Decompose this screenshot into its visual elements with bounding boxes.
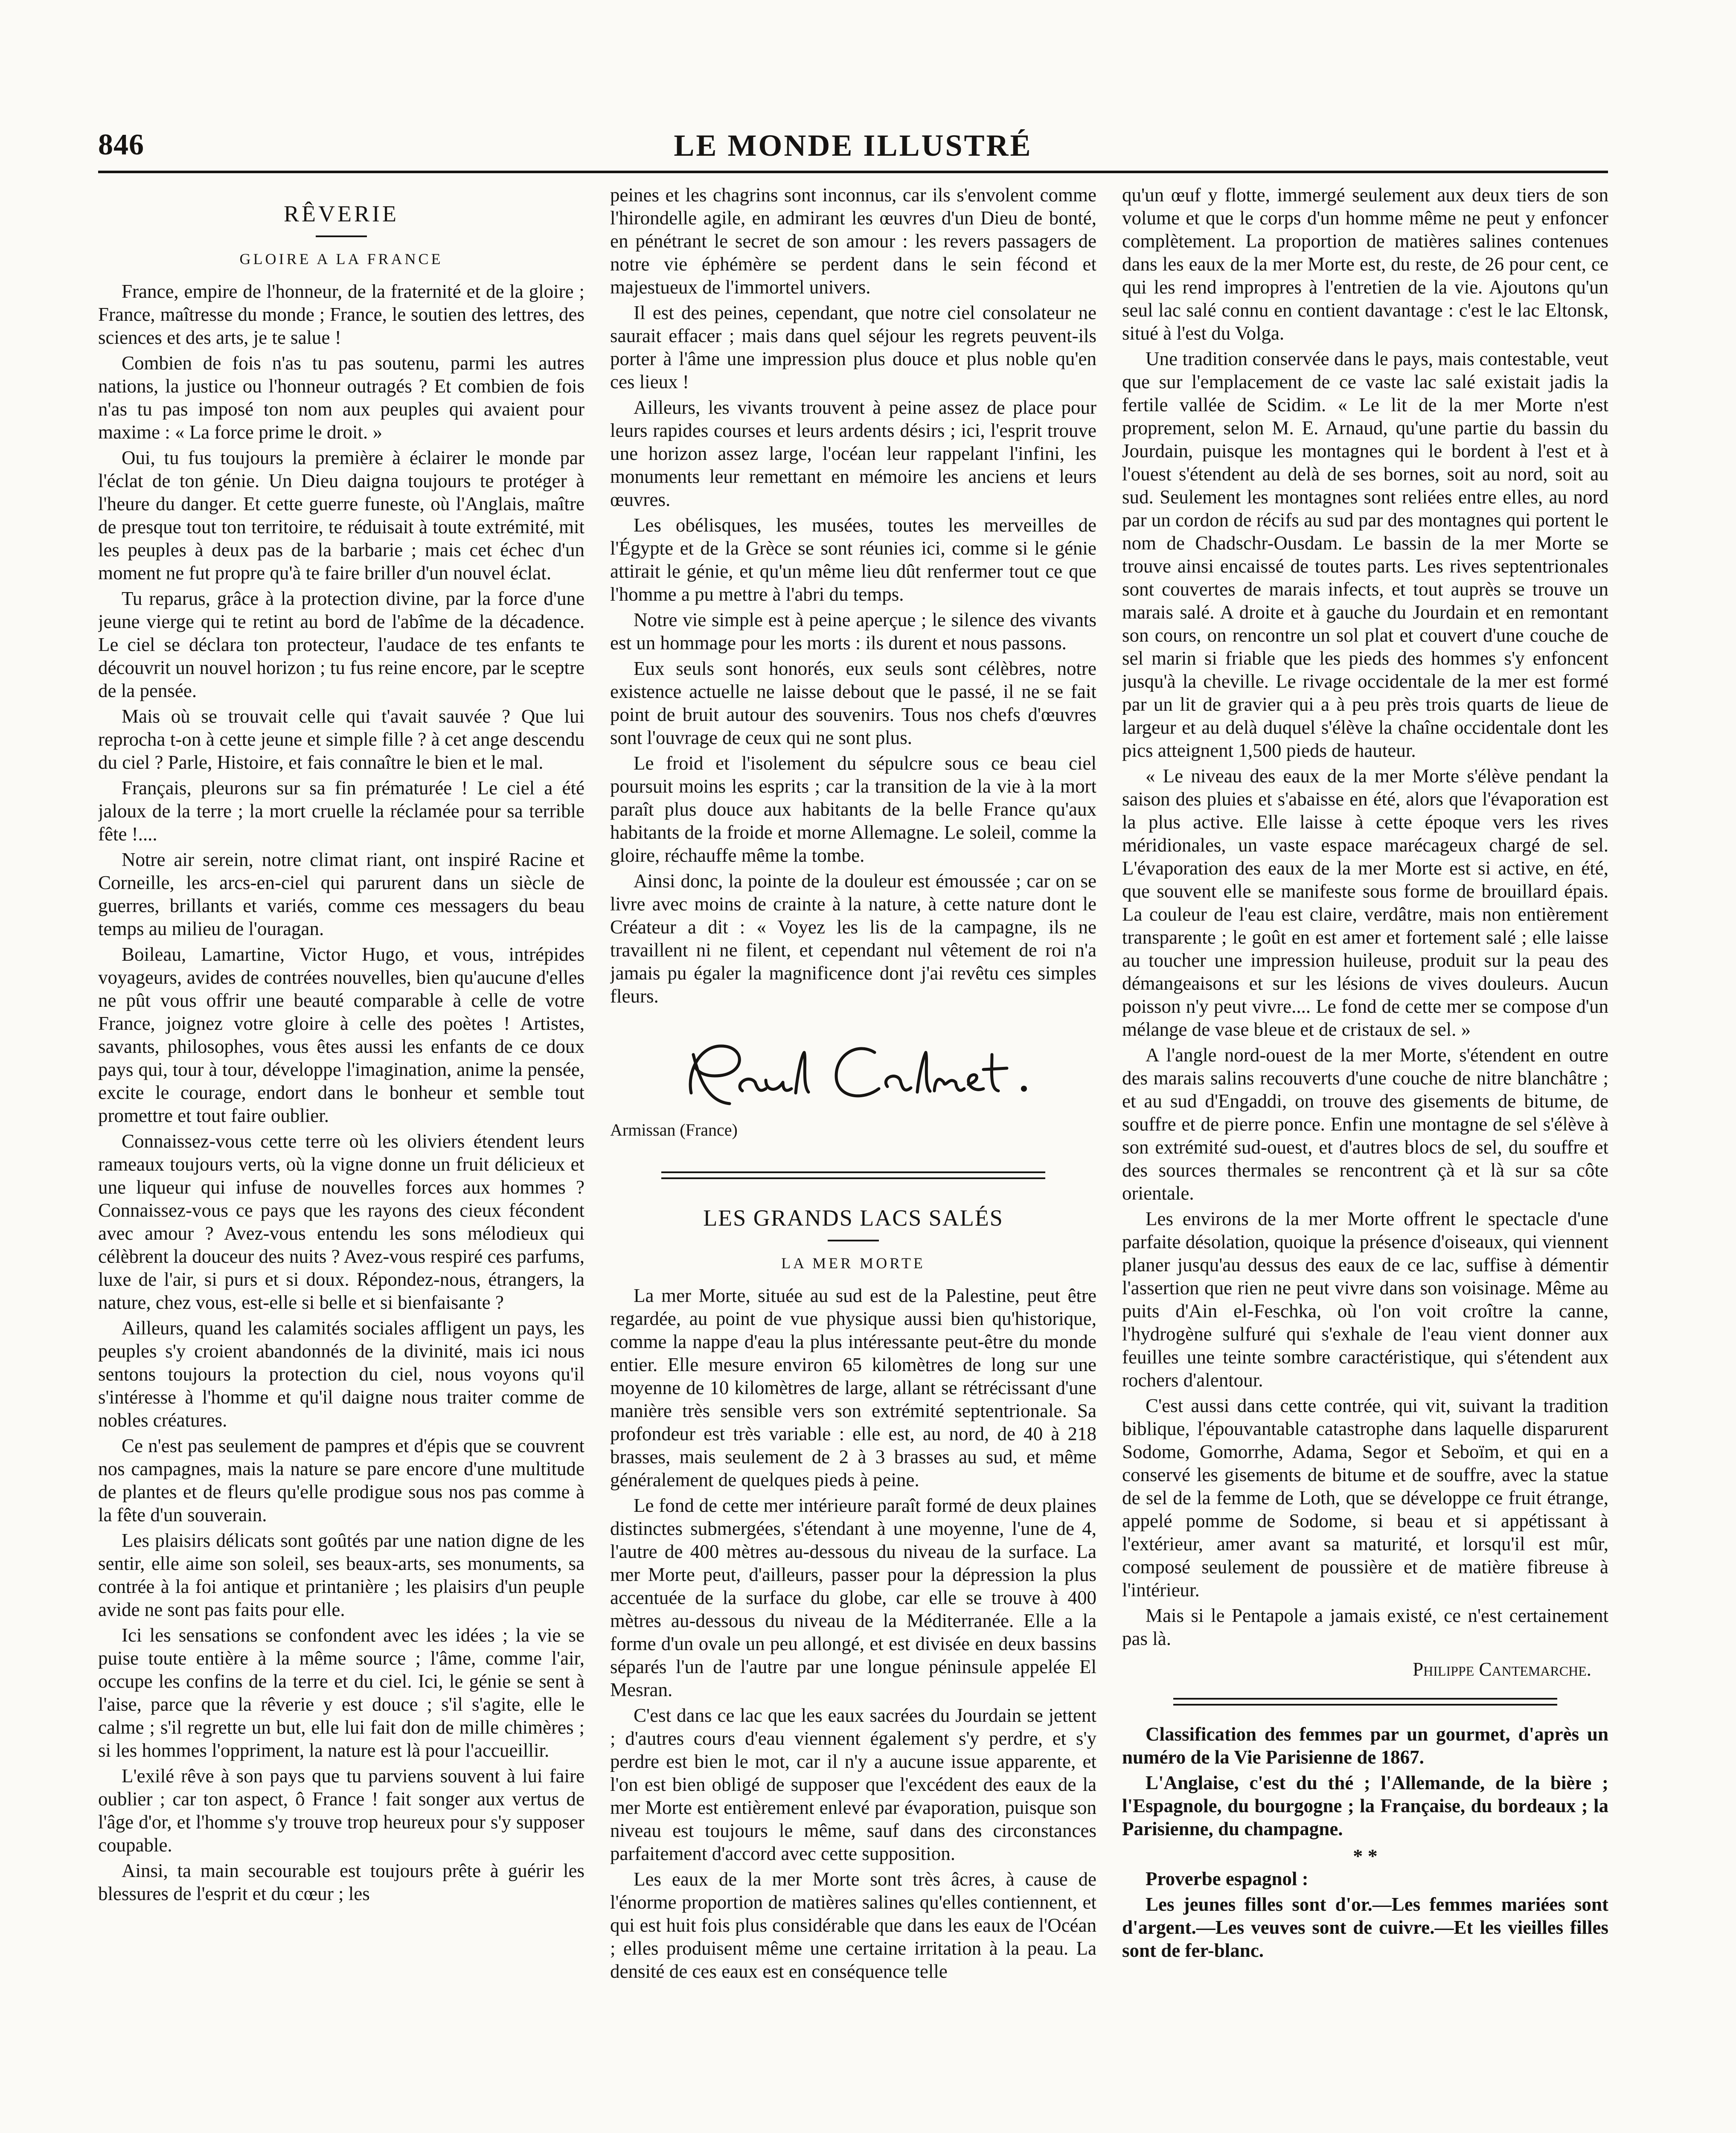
- paragraph: Ainsi, ta main secourable est toujours prête à guérir les blessures de l'esprit et du cœur ; les: [98, 1860, 584, 1904]
- proverb-paragraph: Les jeunes filles sont d'or.—Les femmes mariées sont d'argent.—Les veuves sont de cuivre.—Et les vieilles filles sont de fer-blanc.: [1122, 1894, 1608, 1961]
- paragraph: Le fond de cette mer intérieure paraît formé de deux plaines distinctes submergées, s'étendant à une moyenne, l'une de 4, l'autre de 400 mètres au-dessous du niveau de la surface. La mer Morte peut, d'ailleurs, passer pour la dépression la plus accentuée de la surface du globe, car elle se trouve à 400 mètres au-dessous du niveau de la Méditerranée. Elle a la forme d'un ovale un peu allongé, et est divisée en deux bassins séparés l'un de l'autre par une longue péninsule appelée El Mesran.: [610, 1495, 1096, 1700]
- paragraph: A l'angle nord-ouest de la mer Morte, s'étendent en outre des marais salins recouverts d'une couche de nitre blanchâtre ; et au sud d'Engaddi, on trouve des gisements de bitume, de souffre et de pierre ponce. Enfin une montagne de sel s'élève à son extrémité sud-ouest, et d'autres blocs de sel, du souffre et des sources thermales se rencontrent çà et là sur sa côte orientale.: [1122, 1044, 1608, 1204]
- paragraph: C'est aussi dans cette contrée, qui vit, suivant la tradition biblique, l'épouvantable catastrophe dans laquelle disparurent Sodome, Gomorrhe, Adama, Segor et Seboïm, et qui en a conservé les gisements de bitume et de souffre, avec la statue de sel de la femme de Loth, que se développe ce fruit étrange, appelé pomme de Sodome, si beau et si appétissant à l'extérieur, amer avant sa maturité, et lorsqu'il est mûr, composé seulement de poussière et de matière fibreuse à l'intérieur.: [1122, 1395, 1608, 1601]
- paragraph: C'est dans ce lac que les eaux sacrées du Jourdain se jettent ; d'autres cours d'eau viennent également s'y perdre, et s'y perdre est bien le mot, car il n'y a aucune issue apparente, et l'on est bien obligé de supposer que l'excédent des eaux de la mer Morte est entièrement enlevé par évaporation, puisque son niveau est toujours le même, sauf dans des circonstances parfaitement d'accord avec cette supposition.: [610, 1705, 1096, 1864]
- section-separator: [610, 1171, 1096, 1179]
- paragraph: Ce n'est pas seulement de pampres et d'épis que se couvrent nos campagnes, mais la nature se pare encore d'une multitude de plantes et de fleurs qu'elle prodigue sous nos pas comme à la fête d'un souverain.: [98, 1435, 584, 1526]
- paragraph: Combien de fois n'as tu pas soutenu, parmi les autres nations, la justice ou l'honneur outragés ? Et combien de fois n'as tu pas imposé ton nom aux peuples qui avaient pour maxime : « La force prime le droit. »: [98, 352, 584, 443]
- asterism: * *: [1353, 1845, 1378, 1867]
- page-number: 846: [98, 128, 144, 161]
- paragraph: Ainsi donc, la pointe de la douleur est émoussée ; car on se livre avec moins de crainte à la nature, à cette nature dont le Créateur a dit : « Voyez les lis de la campagne, ils ne travaillent ni ne filent, et cependant nul vêtement de roi n'a jamais pu égaler la magnificence dont j'ai revêtu ces simples fleurs.: [610, 870, 1096, 1007]
- signature: [674, 1029, 1096, 1114]
- paragraph: Mais si le Pentapole a jamais existé, ce n'est certainement pas là.: [1122, 1605, 1608, 1649]
- paragraph: Boileau, Lamartine, Victor Hugo, et vous, intrépides voyageurs, avides de contrées nouvelles, bien qu'aucune d'elles ne pût vous offrir une beauté comparable à celle de votre France, joignez votre gloire à celle des poètes ! Artistes, savants, philosophes, vous êtes aussi les enfants de ce doux pays qui, tour à tour, développe l'imagination, anime la pensée, excite le courage, endort dans le bonheur et semble tout promettre et tout faire oublier.: [98, 944, 584, 1126]
- header-rule: [98, 171, 1608, 173]
- author-signoff: Philippe Cantemarche.: [1413, 1659, 1591, 1680]
- paragraph: Notre air serein, notre climat riant, ont inspiré Racine et Corneille, les arcs-en-ciel qui parurent dans un siècle de guerres, brillants et variés, comme ces messagers du beau temps au milieu de l'ouragan.: [98, 849, 584, 939]
- classification-paragraph: Classification des femmes par un gourmet, d'après un numéro de la Vie Parisienne de 1867.: [1122, 1723, 1608, 1768]
- journal-title: LE MONDE ILLUSTRÉ: [674, 128, 1032, 163]
- paragraph: qu'un œuf y flotte, immergé seulement aux deux tiers de son volume et que le corps d'un homme même ne peut y enfoncer complètement. La proportion de matières salines contenues dans les eaux de la mer Morte est, du reste, de 26 pour cent, ce qui les rend impropres à l'entretien de la vie. Ajoutons qu'un seul lac salé connu en contient davantage : c'est le lac Eltonsk, situé à l'est du Volga.: [1122, 184, 1608, 344]
- page-header: [98, 128, 1608, 175]
- signature-image: [674, 1029, 1058, 1114]
- paragraph: Eux seuls sont honorés, eux seuls sont célèbres, notre existence actuelle ne laisse debout que le passé, il ne se fait point de bruit autour des souvenirs. Tous nos chefs d'œuvres sont l'ouvrage de ceux qui ne sont plus.: [610, 658, 1096, 748]
- paragraph: Les eaux de la mer Morte sont très âcres, à cause de l'énorme proportion de matières salines qu'elles contiennent, et qui est huit fois plus considérable que dans les eaux de l'Océan ; elles produisent même une certaine irritation à la peau. La densité de ces eaux est en conséquence telle: [610, 1869, 1096, 1982]
- paragraph: Une tradition conservée dans le pays, mais contestable, veut que sur l'emplacement de ce vaste lac salé existait jadis la fertile vallée de Scidim. « Le lit de la mer Morte n'est proprement, selon M. E. Arnaud, qu'une partie du bassin du Jourdain, puisque les montagnes qui le bordent à l'est et à l'ouest s'étendent au delà de ses bornes, soit au nord, soit au sud. Seulement les montagnes sont reliées entre elles, au nord par un cordon de récifs au sud par des montagnes qui portent le nom de Chadschr-Ousdam. Le bassin de la mer Morte se trouve ainsi encaissé de toutes parts. Les rives septentrionales sont couvertes de marais infects, et tout auprès se trouve un marais salé. A droite et à gauche du Jourdain et en remontant son cours, on rencontre un sol plat et couvert d'une couche de sel marin si friable que les pieds des hommes s'y enfoncent jusqu'à la cheville. Le rivage occidentale de la mer est formé par un lit de gravier qui a à peu près trois quarts de lieue de largeur et au delà duquel s'élève la chaîne occidentale dont les pics atteignent 1,500 pieds de hauteur.: [1122, 348, 1608, 761]
- paragraph: Les obélisques, les musées, toutes les merveilles de l'Égypte et de la Grèce se sont réunies ici, comme si le génie attirait le génie, et qu'un même lieu dût renfermer tout ce que l'homme a pu mettre à l'abri du temps.: [610, 514, 1096, 605]
- paragraph: Ailleurs, les vivants trouvent à peine assez de place pour leurs rapides courses et leurs ardents désirs ; ici, l'esprit trouve une horizon assez large, l'océan leur rappelant l'infini, les monuments leur remettant en mémoire les anciens et leurs œuvres.: [610, 397, 1096, 510]
- paragraph: Les plaisirs délicats sont goûtés par une nation digne de les sentir, elle aime son soleil, ses beaux-arts, ses monuments, sa contrée à la foi antique et printanière ; les plaisirs d'un peuple avide ne sont pas faits pour elle.: [98, 1530, 584, 1620]
- paragraph: La mer Morte, située au sud est de la Palestine, peut être regardée, au point de vue physique aussi bien qu'historique, comme la nappe d'eau la plus intéressante peut-être du monde entier. Elle mesure environ 65 kilomètres de long sur une moyenne de 10 kilomètres de large, allant se rétrécissant d'une manière très sensible vers son extrémité septentrionale. Sa profondeur est très variable : elle est, au nord, de 40 à 218 brasses, mais seulement de 2 à 3 brasses au sud, et même généralement de quelques pieds à peine.: [610, 1285, 1096, 1491]
- paragraph: Les environs de la mer Morte offrent le spectacle d'une parfaite désolation, quoique la présence d'oiseaux, qui viennent planer jusqu'au dessus des eaux de ce lac, suffise à démentir l'assertion que rien ne peut vivre dans son voisinage. Même au puits d'Ain el-Feschka, où l'on voit croître la canne, l'hydrogène sulfuré qui s'exhale de l'eau vient donner aux feuilles une teinte sombre caractéristique, qui s'étendent aux rochers d'alentour.: [1122, 1208, 1608, 1391]
- section-separator: [1122, 1698, 1608, 1706]
- paragraph: France, empire de l'honneur, de la fraternité et de la gloire ; France, maîtresse du monde ; France, le soutien des lettres, des sciences et des arts, je te salue !: [98, 281, 584, 348]
- paragraph: peines et les chagrins sont inconnus, car ils s'envolent comme l'hirondelle agile, en admirant les œuvres d'un Dieu de bonté, en pénétrant le secret de son amour : les revers passagers de notre vie éphémère se perdent dans le sein fécond et majestueux de l'immortel univers.: [610, 184, 1096, 298]
- reverie-subtitle: GLOIRE A LA FRANCE: [239, 250, 443, 267]
- reverie-title: RÊVERIE: [284, 201, 399, 227]
- paragraph: Ici les sensations se confondent avec les idées ; la vie se puise toute entière à la même source ; l'âme, comme l'air, occupe les confins de la terre et du ciel. Ici, le génie se sent à l'aise, parce que la rêverie y est douce ; s'il s'agite, elle le calme ; s'il regrette un but, elle lui fait don de mille chimères ; si les hommes l'oppriment, la nature est là pour l'accueillir.: [98, 1624, 584, 1761]
- paragraph: Ailleurs, quand les calamités sociales affligent un pays, les peuples s'y croient abandonnés de la divinité, mais ici nous sentons toujours la protection du ciel, nous voyons qu'il s'intéresse à l'homme et qu'il daigne nous traiter comme de nobles créatures.: [98, 1317, 584, 1431]
- column-1: [98, 183, 584, 2133]
- column-2: [610, 183, 1096, 2133]
- title-rule: [316, 235, 367, 237]
- proverb-title: Proverbe espagnol :: [1146, 1868, 1309, 1889]
- paragraph: « Le niveau des eaux de la mer Morte s'élève pendant la saison des pluies et s'abaisse en été, alors que l'évaporation est la plus active. Elle laisse à cette époque vers les rives méridionales, un vaste espace marécageux chargé de sel. L'évaporation des eaux de la mer Morte est si active, en été, que souvent elle se manifeste sous forme de brouillard épais. La couleur de l'eau est claire, verdâtre, mais non entièrement transparente ; le goût en est amer et fortement salé ; elle laisse au toucher une impression huileuse, produit sur la peau des démangeaisons et sur les lésions de vives douleurs. Aucun poisson n'y peut vivre.... Le fond de cette mer se compose d'un mélange de vase bleue et de cristaux de sel. »: [1122, 765, 1608, 1040]
- paragraph: Tu reparus, grâce à la protection divine, par la force d'une jeune vierge qui te retint au bord de l'abîme de la décadence. Le ciel se déclara ton protecteur, l'audace de tes enfants te découvrit un nouvel horizon ; tu fus reine encore, par le sceptre de la pensée.: [98, 588, 584, 701]
- column-3: [1122, 183, 1608, 2133]
- paragraph: L'exilé rêve à son pays que tu parviens souvent à lui faire oublier ; car ton aspect, ô France ! fait songer aux vertus de l'âge d'or, et l'homme s'y trouve trop heureux pour s'y supposer coupable.: [98, 1765, 584, 1856]
- lacs-subtitle: LA MER MORTE: [781, 1255, 925, 1272]
- paragraph: Notre vie simple est à peine aperçue ; le silence des vivants est un hommage pour les morts : ils durent et nous passons.: [610, 609, 1096, 654]
- paragraph: Le froid et l'isolement du sépulcre sous ce beau ciel poursuit moins les esprits ; car la transition de la vie à la mort paraît plus douce aux habitants de la belle France qu'aux habitants de la froide et morne Allemagne. Le soleil, comme la gloire, réchauffe même la tombe.: [610, 753, 1096, 866]
- title-rule: [828, 1240, 879, 1241]
- signature-place: Armissan (France): [610, 1120, 738, 1139]
- lacs-title: LES GRANDS LACS SALÉS: [703, 1205, 1003, 1231]
- paragraph: Il est des peines, cependant, que notre ciel consolateur ne saurait effacer ; mais dans quel séjour les regrets peuvent-ils porter à l'âme une impression plus douce et plus noble qu'en ces lieux !: [610, 302, 1096, 392]
- paragraph: Mais où se trouvait celle qui t'avait sauvée ? Que lui reprocha t-on à cette jeune et simple fille ? à cet ange descendu du ciel ? Parle, Histoire, et fais connaître le bien et le mal.: [98, 706, 584, 773]
- columns: [98, 183, 1608, 2133]
- paragraph: Français, pleurons sur sa fin prématurée ! Le ciel a été jaloux de la terre ; la mort cruelle la réclamée pour sa terrible fête !....: [98, 777, 584, 845]
- paragraph: Connaissez-vous cette terre où les oliviers étendent leurs rameaux toujours verts, où la vigne donne un fruit délicieux et une liqueur qui infuse de nouvelles forces aux hommes ? Connaissez-vous ce pays que les rayons des cieux fécondent avec amour ? Avez-vous entendu les sons mélodieux qui célèbrent la douceur des nuits ? Avez-vous respiré ces parfums, luxe de l'air, si purs et si doux. Répondez-nous, étrangers, la nature, chez vous, est-elle si belle et si bienfaisante ?: [98, 1130, 584, 1313]
- paragraph: Oui, tu fus toujours la première à éclairer le monde par l'éclat de ton génie. Un Dieu daigna toujours te protéger à l'heure du danger. Et cette guerre funeste, où l'Anglais, maître de presque tout ton territoire, te réduisait à toute extrémité, mit les peuples à deux pas de la barbarie ; mais cet échec d'un moment ne fut propre qu'à te faire briller d'un nouvel éclat.: [98, 447, 584, 584]
- anglaise-paragraph: L'Anglaise, c'est du thé ; l'Allemande, de la bière ; l'Espagnole, du bourgogne ; la Française, du bordeaux ; la Parisienne, du champagne.: [1122, 1772, 1608, 1839]
